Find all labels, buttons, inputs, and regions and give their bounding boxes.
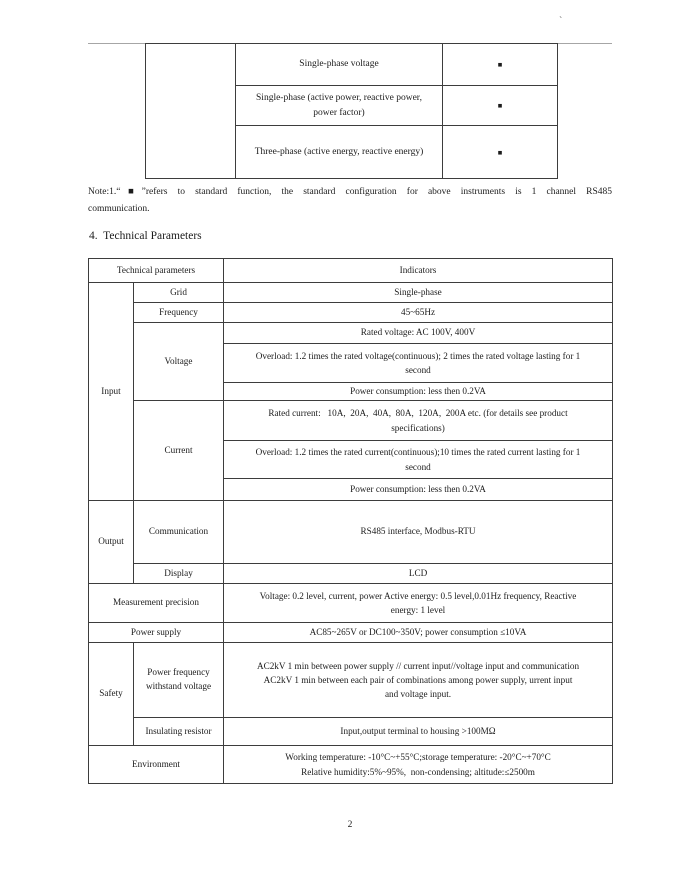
table-row bbox=[89, 584, 613, 623]
table-row bbox=[89, 746, 613, 784]
cell-safety-group: Safety bbox=[89, 643, 134, 746]
cell-current-overload bbox=[224, 441, 613, 479]
function-label: Single-phase voltage bbox=[299, 59, 379, 70]
standard-mark-cell: ■ bbox=[443, 44, 558, 86]
cell-insulating-label: Insulating resistor bbox=[134, 718, 224, 746]
table-row bbox=[89, 323, 613, 344]
function-label: Three-phase (active energy, reactive energy) bbox=[254, 146, 424, 157]
cell-current-label: Current bbox=[134, 401, 224, 501]
cell-withstand-value bbox=[224, 643, 613, 718]
cell-frequency-value: 45~65Hz bbox=[224, 303, 613, 323]
table-row bbox=[89, 643, 613, 718]
table-row bbox=[89, 401, 613, 441]
header-indicators: Indicators bbox=[224, 259, 613, 283]
precision-text: Voltage: 0.2 level, current, power Active energy: 0.5 level,0.01Hz frequency, Reactive energy: 1 level bbox=[259, 590, 577, 615]
cell-current-rated bbox=[224, 401, 613, 441]
current-rated-text: Rated current: 10A, 20A, 40A, 80A, 120A, 200A etc. (for details see product specifications) bbox=[268, 408, 568, 433]
table-row bbox=[89, 718, 613, 746]
voltage-overload-text: Overload: 1.2 times the rated voltage(continuous); 2 times the rated voltage lasting for 1 second bbox=[255, 350, 581, 375]
stray-corner-mark: ` bbox=[559, 16, 563, 27]
cell-insulating-value: Input,output terminal to housing >100MΩ bbox=[224, 718, 613, 746]
cell-environment-value bbox=[224, 746, 613, 784]
current-overload-text: Overload: 1.2 times the rated current(continuous);10 times the rated current lasting for 1 second bbox=[255, 447, 581, 472]
function-label-cell bbox=[236, 126, 443, 179]
cell-power-supply-label: Power supply bbox=[89, 623, 224, 643]
model-column-empty-cell bbox=[146, 44, 236, 179]
cell-display-label: Display bbox=[134, 564, 224, 584]
cell-withstand-label: Power frequency withstand voltage bbox=[134, 643, 224, 718]
withstand-text: AC2kV 1 min between power supply // current input//voltage input and communication AC2kV 1 min between each pair of combinations among power supply, urrent input and voltage input. bbox=[256, 660, 580, 700]
cell-input-group: Input bbox=[89, 283, 134, 501]
header-technical-parameters: Technical parameters bbox=[89, 259, 224, 283]
standard-mark-cell: ■ bbox=[443, 126, 558, 179]
cell-voltage-label: Voltage bbox=[134, 323, 224, 401]
cell-communication-value: RS485 interface, Modbus-RTU bbox=[224, 501, 613, 564]
function-label: Single-phase (active power, reactive power, power factor) bbox=[256, 92, 422, 118]
table-row bbox=[89, 283, 613, 303]
cell-precision-label: Measurement precision bbox=[89, 584, 224, 623]
cell-current-power: Power consumption: less then 0.2VA bbox=[224, 479, 613, 501]
section-heading: 4. Technical Parameters bbox=[89, 230, 202, 242]
cell-voltage-overload bbox=[224, 344, 613, 383]
environment-text: Working temperature: -10°C~+55°C;storage temperature: -20°C~+70°C Relative humidity:5%~95%, non-condensing; altitude:≤2500m bbox=[285, 752, 551, 777]
note-paragraph bbox=[88, 184, 612, 217]
cell-grid-label: Grid bbox=[134, 283, 224, 303]
technical-parameters-table bbox=[88, 258, 613, 784]
table-row bbox=[89, 564, 613, 584]
table-row bbox=[89, 501, 613, 564]
note-line-2: communication. bbox=[88, 203, 150, 214]
table-row bbox=[89, 623, 613, 643]
cell-display-value: LCD bbox=[224, 564, 613, 584]
table-row bbox=[89, 303, 613, 323]
cell-precision-value bbox=[224, 584, 613, 623]
standard-mark-cell: ■ bbox=[443, 86, 558, 126]
function-standard-table bbox=[145, 43, 558, 179]
cell-communication-label: Communication bbox=[134, 501, 224, 564]
cell-grid-value: Single-phase bbox=[224, 283, 613, 303]
page-number: 2 bbox=[347, 820, 353, 830]
cell-voltage-rated: Rated voltage: AC 100V, 400V bbox=[224, 323, 613, 344]
cell-output-group: Output bbox=[89, 501, 134, 584]
cell-power-supply-value: AC85~265V or DC100~350V; power consumption ≤10VA bbox=[224, 623, 613, 643]
cell-frequency-label: Frequency bbox=[134, 303, 224, 323]
cell-voltage-power: Power consumption: less then 0.2VA bbox=[224, 383, 613, 401]
function-label-cell bbox=[236, 44, 443, 86]
table-row bbox=[146, 44, 558, 86]
cell-environment-label: Environment bbox=[89, 746, 224, 784]
function-label-cell bbox=[236, 86, 443, 126]
table-header-row bbox=[89, 259, 613, 283]
note-line-1: Note:1.“■”refers to standard function, the standard configuration for above instruments is 1 channel RS485 bbox=[88, 187, 612, 197]
